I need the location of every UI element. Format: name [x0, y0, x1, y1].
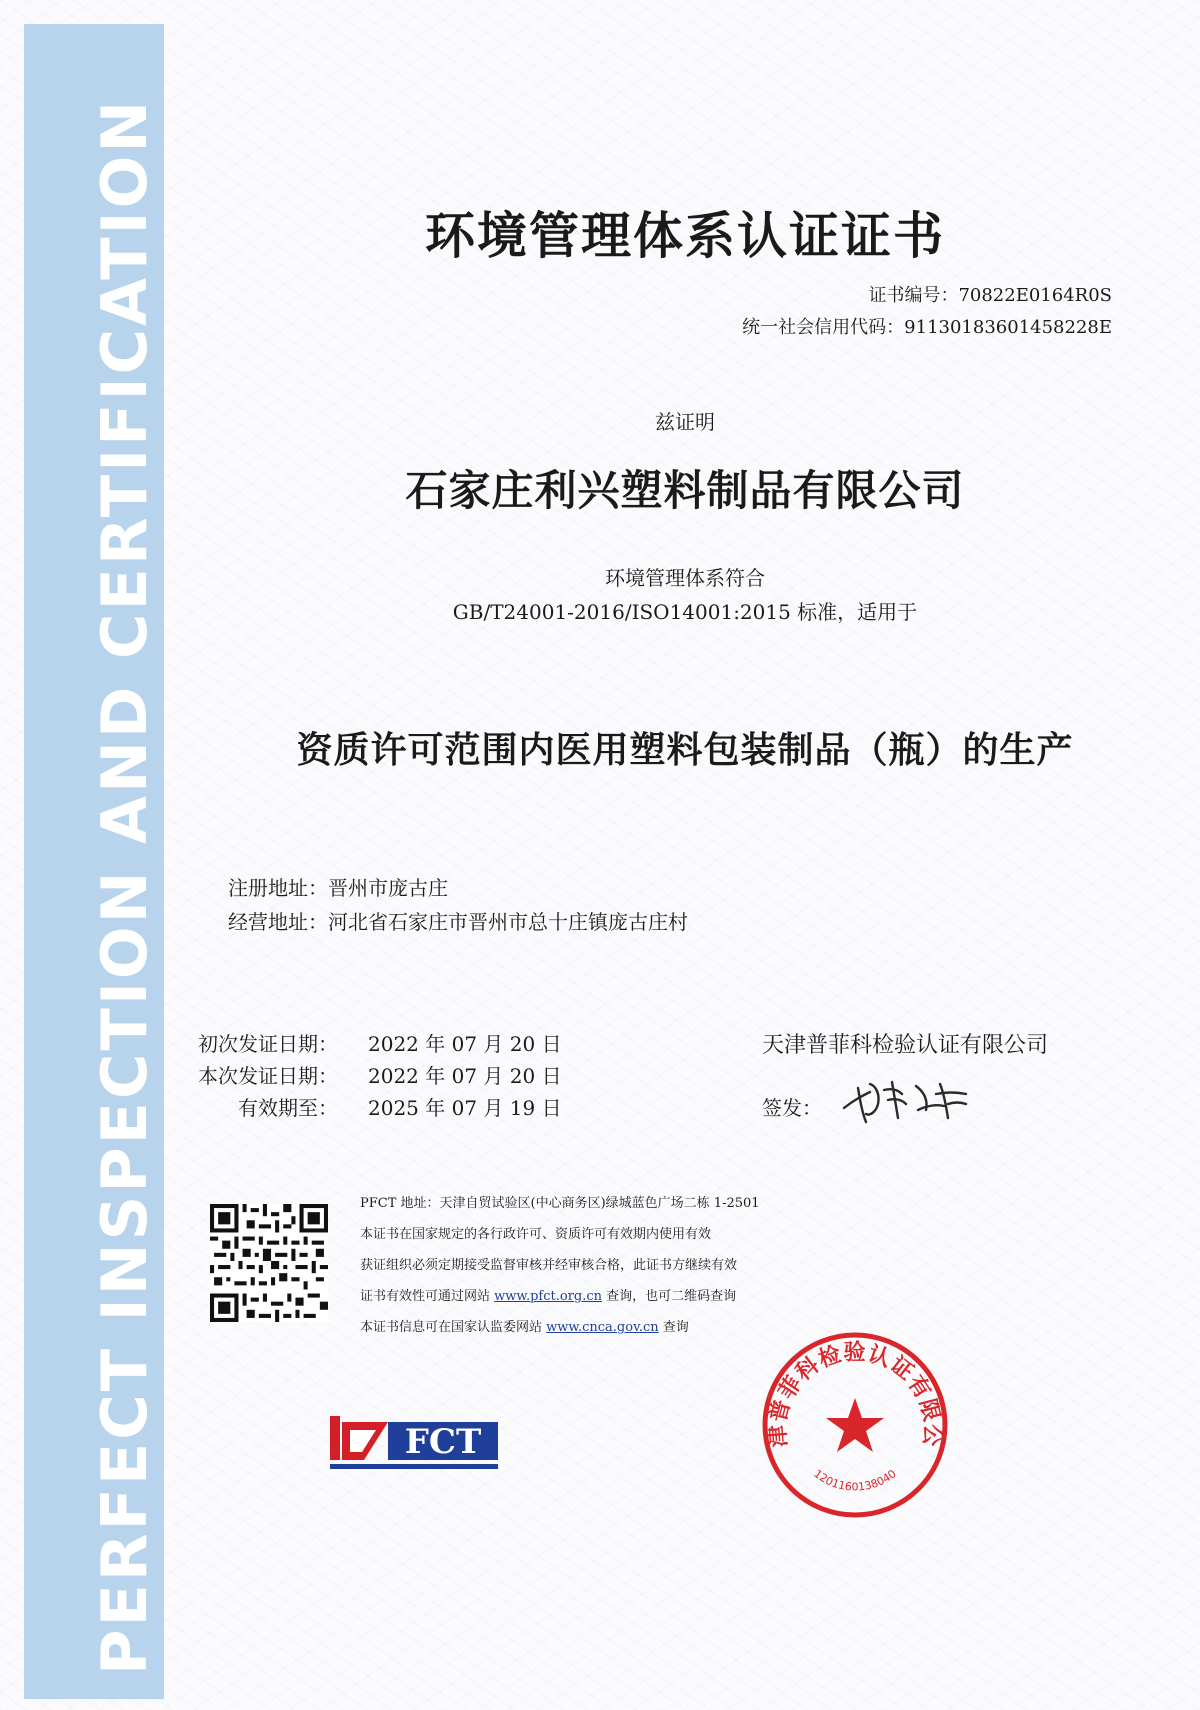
svg-text:1201160138040 — [811, 1467, 899, 1493]
date-row — [190, 1028, 562, 1060]
info-line-suffix: 查询，也可二维码查询 — [602, 1289, 737, 1304]
signed-label: 签发： — [762, 1096, 822, 1120]
credit-code-value: 91130183601458228E — [904, 317, 1112, 338]
certificate-title: 环境管理体系认证证书 — [425, 206, 945, 265]
company-name: 石家庄利兴塑料制品有限公司 — [405, 466, 965, 515]
certification-scope: 资质许可范围内医用塑料包装制品（瓶）的生产 — [296, 729, 1074, 771]
seal-number: 1201160138040 — [811, 1467, 899, 1494]
info-line: 本证书在国家规定的各行政许可、资质许可有效期内使用有效 — [360, 1227, 712, 1242]
date-label: 有效期至： — [238, 1096, 338, 1120]
date-row — [190, 1060, 562, 1092]
issuing-body: 天津普菲科检验认证有限公司 — [762, 1033, 1049, 1058]
pfct-logo — [330, 1416, 500, 1480]
credit-code-line — [742, 312, 1112, 344]
pfct-website-link[interactable]: www.pfct.org.cn — [494, 1289, 603, 1304]
date-value: 2022 年 07 月 20 日 — [368, 1064, 562, 1088]
cert-number-label: 证书编号： — [868, 285, 959, 306]
qr-code[interactable] — [210, 1204, 328, 1326]
logo-text: FCT — [404, 1422, 482, 1462]
certificate-info-block — [360, 1188, 760, 1343]
signature-image — [840, 1070, 980, 1134]
cnca-website-link[interactable]: www.cnca.gov.cn — [546, 1320, 659, 1335]
registered-address — [228, 872, 448, 901]
info-line: 获证组织必须定期接受监督审核并经审核合格，此证书方继续有效 — [360, 1258, 738, 1273]
credit-code-label: 统一社会信用代码： — [742, 317, 905, 338]
business-address-value: 河北省石家庄市晋州市总十庄镇庞古庄村 — [328, 910, 688, 934]
info-line: PFCT 地址：天津自贸试验区(中心商务区)绿城蓝色广场二栋 1-2501 — [360, 1196, 760, 1211]
date-label: 初次发证日期： — [198, 1032, 338, 1056]
info-line-prefix: 证书有效性可通过网站 — [360, 1289, 495, 1304]
cert-number-line — [742, 280, 1112, 312]
date-block — [190, 1028, 562, 1124]
seal-text: 津普菲科检验认证有限公 — [764, 1339, 946, 1449]
registered-address-value: 晋州市庞古庄 — [328, 876, 448, 900]
hereby-text: 兹证明 — [655, 410, 715, 434]
business-address-label: 经营地址： — [228, 910, 328, 934]
date-value: 2025 年 07 月 19 日 — [368, 1096, 562, 1120]
date-label: 本次发证日期： — [198, 1064, 338, 1088]
company-seal — [760, 1330, 950, 1524]
info-line — [360, 1281, 760, 1312]
side-band-text: PERFECT INSPECTION AND CERTIFICATION — [88, 97, 161, 1675]
certificate-identifiers — [742, 280, 1112, 344]
info-line-prefix: 本证书信息可在国家认监委网站 — [360, 1320, 547, 1335]
conformity-line-1: 环境管理体系符合 — [605, 566, 765, 590]
info-line — [360, 1312, 760, 1343]
date-row — [190, 1092, 562, 1124]
info-line-suffix: 查询 — [658, 1320, 689, 1335]
cert-number-value: 70822E0164R0S — [958, 285, 1112, 306]
business-address — [228, 906, 688, 935]
conformity-line-2: GB/T24001-2016/ISO14001:2015 标准，适用于 — [452, 600, 918, 624]
seal-star-icon — [826, 1398, 884, 1452]
date-value: 2022 年 07 月 20 日 — [368, 1032, 562, 1056]
registered-address-label: 注册地址： — [228, 876, 328, 900]
